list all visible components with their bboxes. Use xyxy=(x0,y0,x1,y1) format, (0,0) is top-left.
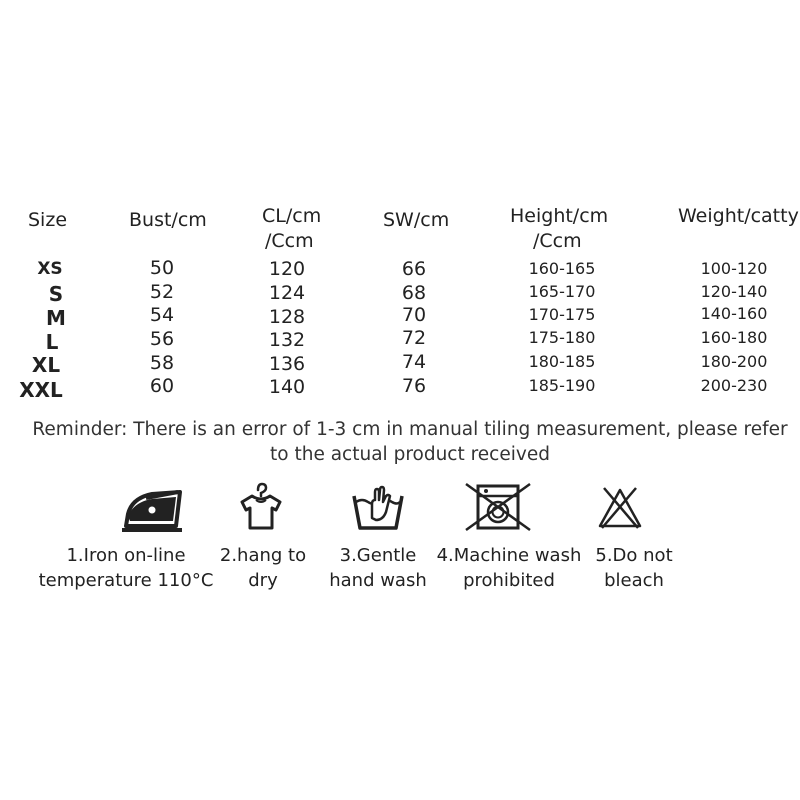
table-cell-cl: 136 xyxy=(268,353,306,375)
care-label-line1: 4.Machine wash xyxy=(436,545,582,566)
table-cell-sw: 68 xyxy=(401,282,427,304)
hang-dry-icon xyxy=(238,482,284,532)
table-cell-size: S xyxy=(48,282,64,306)
care-label-line1: 3.Gentle xyxy=(339,545,417,566)
table-cell-weight: 180-200 xyxy=(700,352,768,371)
table-cell-sw: 74 xyxy=(401,351,427,373)
care-label-machine-wash xyxy=(430,543,588,593)
table-cell-height: 175-180 xyxy=(528,328,596,347)
table-cell-bust: 54 xyxy=(149,304,175,326)
header-bust: Bust/cm xyxy=(129,209,207,231)
care-label-line2: prohibited xyxy=(463,570,555,591)
table-cell-weight: 200-230 xyxy=(700,376,768,395)
table-cell-sw: 70 xyxy=(401,304,427,326)
table-cell-cl: 128 xyxy=(268,306,306,328)
header-size: Size xyxy=(28,209,68,231)
reminder-line1: Reminder: There is an error of 1-3 cm in manual tiling measurement, please refer xyxy=(32,419,788,440)
header-cl-line2: /Ccm xyxy=(265,230,314,252)
table-cell-height: 185-190 xyxy=(528,376,596,395)
care-label-line1: 5.Do not xyxy=(595,545,673,566)
table-cell-sw: 72 xyxy=(401,327,427,349)
table-cell-weight: 120-140 xyxy=(700,282,768,301)
measurement-reminder xyxy=(30,417,790,467)
table-cell-size: M xyxy=(46,306,66,330)
table-cell-height: 165-170 xyxy=(528,282,596,301)
table-cell-weight: 100-120 xyxy=(700,259,768,278)
care-label-hand-wash xyxy=(322,543,434,593)
table-cell-height: 170-175 xyxy=(528,305,596,324)
table-cell-size: XS xyxy=(37,259,63,279)
iron-icon xyxy=(118,484,186,532)
table-cell-bust: 58 xyxy=(149,352,175,374)
table-cell-bust: 56 xyxy=(149,328,175,350)
header-height-line1: Height/cm xyxy=(510,205,609,227)
reminder-line2: to the actual product received xyxy=(270,444,550,465)
header-sw: SW/cm xyxy=(383,209,450,231)
no-bleach-icon xyxy=(596,484,644,530)
table-cell-bust: 60 xyxy=(149,375,175,397)
care-label-iron xyxy=(34,543,218,593)
table-cell-cl: 140 xyxy=(268,376,306,398)
table-cell-height: 160-165 xyxy=(528,259,596,278)
no-machine-wash-icon xyxy=(462,482,534,532)
table-cell-weight: 140-160 xyxy=(700,304,768,323)
care-label-bleach xyxy=(582,543,686,593)
care-label-line2: temperature 110°C xyxy=(38,570,214,591)
care-label-hang-dry xyxy=(210,543,316,593)
table-cell-sw: 66 xyxy=(401,258,427,280)
table-cell-size: XL xyxy=(31,353,61,377)
table-cell-bust: 50 xyxy=(149,257,175,279)
table-cell-cl: 124 xyxy=(268,282,306,304)
table-cell-bust: 52 xyxy=(149,281,175,303)
table-cell-height: 180-185 xyxy=(528,352,596,371)
table-cell-size: XXL xyxy=(19,378,63,402)
table-cell-size: L xyxy=(45,330,59,354)
header-cl-line1: CL/cm xyxy=(262,205,322,227)
table-cell-cl: 120 xyxy=(268,258,306,280)
care-label-line2: bleach xyxy=(604,570,664,591)
care-label-line1: 1.Iron on-line xyxy=(66,545,186,566)
table-cell-weight: 160-180 xyxy=(700,328,768,347)
table-cell-cl: 132 xyxy=(268,329,306,351)
care-label-line2: hand wash xyxy=(329,570,427,591)
header-height-line2: /Ccm xyxy=(533,230,582,252)
care-label-line1: 2.hang to xyxy=(219,545,307,566)
hand-wash-icon xyxy=(350,482,406,532)
header-weight: Weight/catty xyxy=(678,205,799,227)
care-label-line2: dry xyxy=(248,570,278,591)
table-cell-sw: 76 xyxy=(401,375,427,397)
